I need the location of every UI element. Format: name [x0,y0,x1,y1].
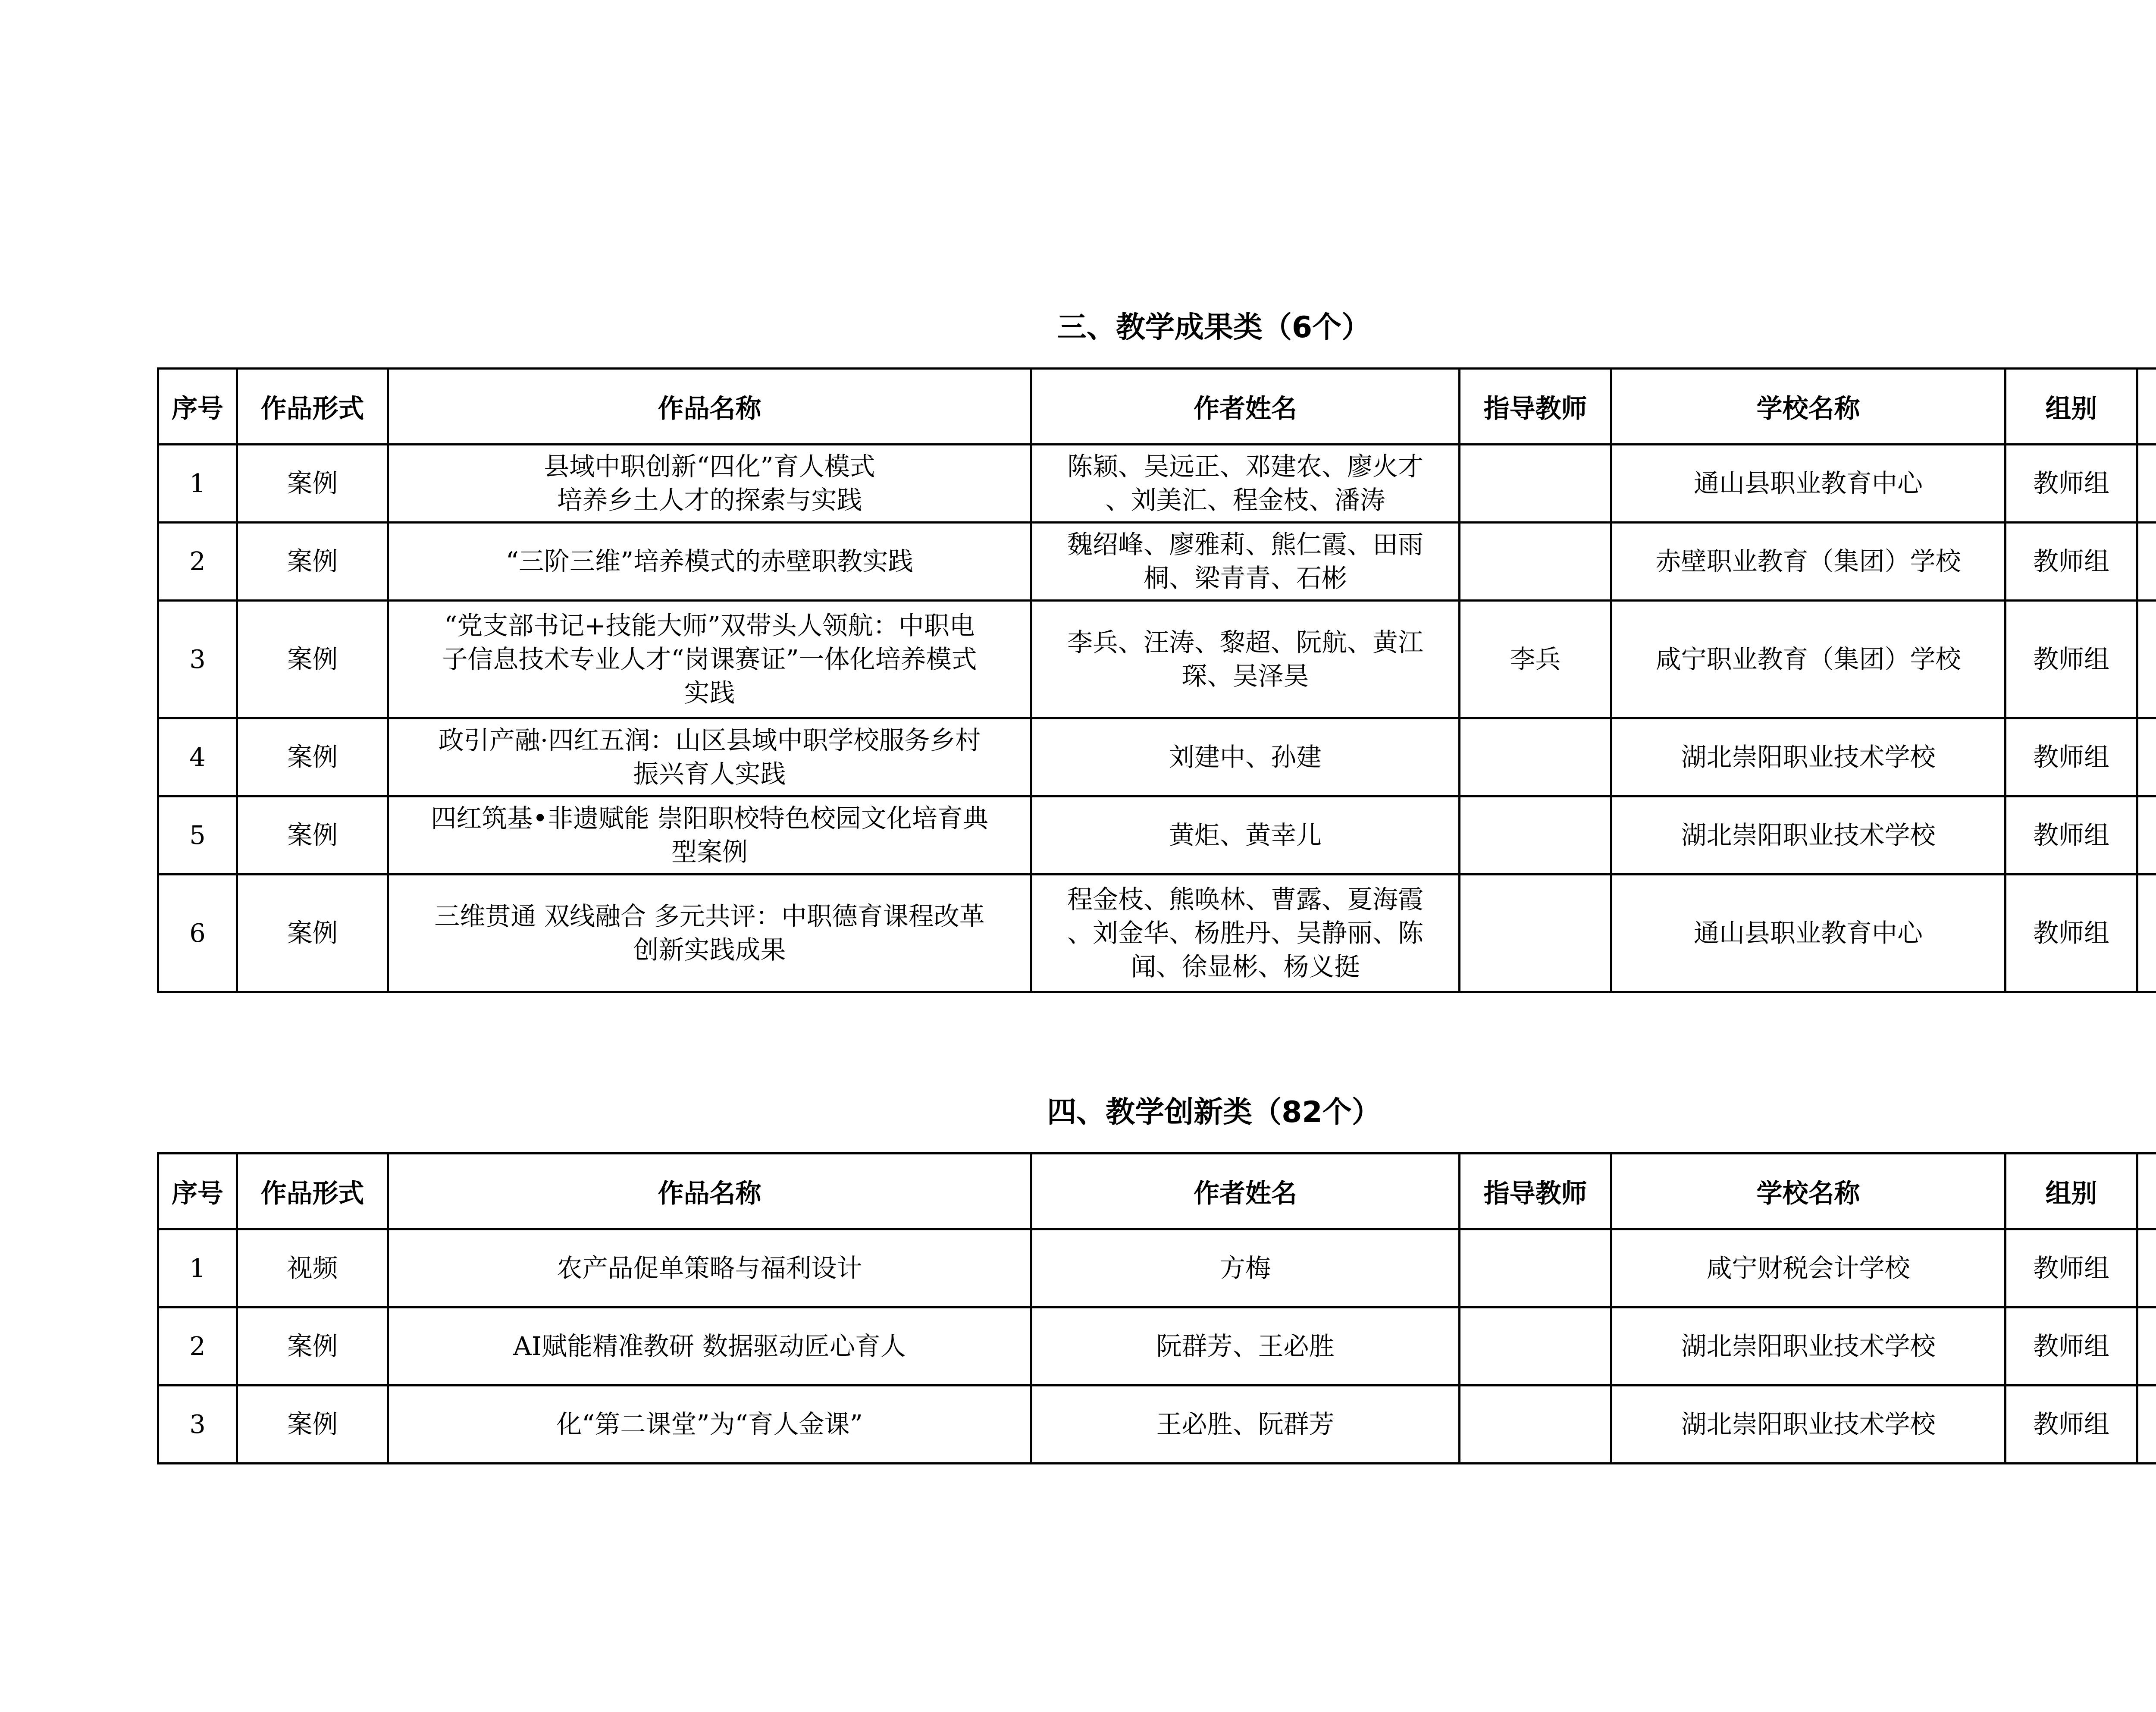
cell-advisor [1460,796,1611,875]
cell-group: 教师组 [2006,1229,2137,1308]
cell-school: 湖北崇阳职业技术学校 [1611,718,2006,796]
cell-index: 1 [158,445,237,523]
cell-index: 3 [158,1386,237,1464]
cell-award [2137,875,2156,992]
table-row [158,523,2156,601]
cell-title-line: 创新实践成果 [633,935,786,965]
cell-award [2137,523,2156,601]
cell-title-line: “三阶三维”培养模式的赤壁职教实践 [505,546,914,576]
cell-title [388,445,1031,523]
cell-title-line: 培养乡土人才的探索与实践 [557,485,862,515]
cell-group: 教师组 [2006,523,2137,601]
header-index: 序号 [158,369,237,445]
header-school: 学校名称 [1611,369,2006,445]
table-row [158,1229,2156,1308]
cell-index: 2 [158,523,237,601]
cell-index: 2 [158,1308,237,1386]
cell-authors [1031,445,1460,523]
cell-form: 案例 [237,601,388,718]
header-index: 序号 [158,1154,237,1229]
cell-advisor [1460,875,1611,992]
cell-title-line: 实践 [684,678,735,708]
header-title: 作品名称 [388,369,1031,445]
cell-advisor [1460,445,1611,523]
cell-form: 案例 [237,445,388,523]
cell-title-line: “党支部书记+技能大师”双带头人领航：中职电 [444,611,975,640]
cell-form: 案例 [237,523,388,601]
cell-authors-line: 、刘金华、杨胜丹、吴静丽、陈 [1067,918,1423,948]
cell-title-line: 政引产融·四红五润：山区县域中职学校服务乡村 [438,725,981,755]
cell-index: 1 [158,1229,237,1308]
cell-authors [1031,523,1460,601]
cell-authors-line: 李兵、汪涛、黎超、阮航、黄江 [1067,627,1423,657]
cell-award [2137,796,2156,875]
cell-title-line: 县域中职创新“四化”育人模式 [544,452,875,481]
cell-advisor [1460,1229,1611,1308]
awards-table [157,367,2156,993]
cell-authors-line: 琛、吴泽昊 [1181,661,1309,691]
cell-authors-line: 闻、徐显彬、杨义挺 [1131,952,1360,981]
cell-title [388,523,1031,601]
cell-authors-line: 阮群芳、王必胜 [1156,1331,1335,1361]
cell-authors [1031,796,1460,875]
cell-authors-line: 魏绍峰、廖雅莉、熊仁霞、田雨 [1067,530,1423,559]
cell-title-line: AI赋能精准教研 数据驱动匠心育人 [513,1331,906,1361]
cell-school: 湖北崇阳职业技术学校 [1611,1308,2006,1386]
cell-authors-line: 刘建中、孙建 [1169,742,1322,772]
cell-advisor [1460,523,1611,601]
table-row [158,1386,2156,1464]
header-school: 学校名称 [1611,1154,2006,1229]
cell-title-line: 农产品促单策略与福利设计 [557,1253,862,1283]
table-row [158,445,2156,523]
cell-title-line: 振兴育人实践 [633,759,786,789]
cell-title [388,796,1031,875]
cell-index: 4 [158,718,237,796]
cell-authors-line: 王必胜、阮群芳 [1156,1409,1335,1439]
table-row [158,796,2156,875]
cell-authors [1031,1386,1460,1464]
cell-group: 教师组 [2006,445,2137,523]
section-title: 四、教学创新类（82个） [1047,1095,1381,1129]
header-award [2137,369,2156,445]
cell-form: 案例 [237,1308,388,1386]
header-form: 作品形式 [237,369,388,445]
cell-group: 教师组 [2006,1308,2137,1386]
cell-title-line: 型案例 [671,837,748,867]
cell-group: 教师组 [2006,875,2137,992]
cell-advisor [1460,718,1611,796]
table-row [158,875,2156,992]
cell-authors [1031,601,1460,718]
cell-group: 教师组 [2006,718,2137,796]
cell-authors [1031,875,1460,992]
header-advisor: 指导教师 [1460,369,1611,445]
cell-group: 教师组 [2006,601,2137,718]
cell-form: 案例 [237,796,388,875]
cell-form: 案例 [237,1386,388,1464]
cell-award [2137,1229,2156,1308]
cell-authors-line: 、刘美汇、程金枝、潘涛 [1105,485,1385,515]
cell-authors-line: 陈颖、吴远正、邓建农、廖火才 [1067,452,1423,481]
table-body [158,1229,2156,1464]
header-title: 作品名称 [388,1154,1031,1229]
cell-title-line: 四红筑基•非遗赋能 崇阳职校特色校园文化培育典 [431,803,988,833]
table-header-row [158,369,2156,445]
cell-index: 5 [158,796,237,875]
cell-title-line: 子信息技术专业人才“岗课赛证”一体化培养模式 [442,644,977,674]
cell-award [2137,445,2156,523]
cell-award [2137,601,2156,718]
cell-authors [1031,1229,1460,1308]
cell-school: 赤壁职业教育（集团）学校 [1611,523,2006,601]
cell-school: 通山县职业教育中心 [1611,445,2006,523]
table-row [158,601,2156,718]
cell-authors [1031,1308,1460,1386]
cell-group: 教师组 [2006,1386,2137,1464]
header-group: 组别 [2006,369,2137,445]
cell-advisor [1460,1386,1611,1464]
table-header-row [158,1154,2156,1229]
cell-title-line: 化“第二课堂”为“育人金课” [556,1409,863,1439]
cell-form: 案例 [237,875,388,992]
header-advisor: 指导教师 [1460,1154,1611,1229]
cell-form: 视频 [237,1229,388,1308]
cell-title [388,601,1031,718]
table-body [158,445,2156,992]
cell-authors-line: 桐、梁青青、石彬 [1143,563,1347,593]
cell-index: 6 [158,875,237,992]
cell-advisor [1460,1308,1611,1386]
table-row [158,718,2156,796]
cell-index: 3 [158,601,237,718]
cell-title [388,718,1031,796]
cell-advisor: 李兵 [1460,601,1611,718]
cell-title [388,875,1031,992]
cell-title [388,1308,1031,1386]
cell-authors-line: 黄炬、黄幸儿 [1169,820,1322,850]
cell-title-line: 三维贯通 双线融合 多元共评：中职德育课程改革 [434,901,985,931]
header-group: 组别 [2006,1154,2137,1229]
table-row [158,1308,2156,1386]
cell-award [2137,718,2156,796]
cell-form: 案例 [237,718,388,796]
cell-award [2137,1308,2156,1386]
cell-authors-line: 程金枝、熊唤林、曹露、夏海霞 [1067,884,1423,914]
cell-title [388,1229,1031,1308]
cell-group: 教师组 [2006,796,2137,875]
cell-school: 咸宁职业教育（集团）学校 [1611,601,2006,718]
cell-school: 湖北崇阳职业技术学校 [1611,1386,2006,1464]
cell-school: 通山县职业教育中心 [1611,875,2006,992]
cell-school: 湖北崇阳职业技术学校 [1611,796,2006,875]
cell-authors-line: 方梅 [1219,1253,1271,1283]
header-form: 作品形式 [237,1154,388,1229]
header-award [2137,1154,2156,1229]
cell-school: 咸宁财税会计学校 [1611,1229,2006,1308]
header-authors: 作者姓名 [1031,369,1460,445]
awards-table [157,1152,2156,1464]
cell-authors [1031,718,1460,796]
cell-award [2137,1386,2156,1464]
section-title: 三、教学成果类（6个） [1057,310,1371,345]
header-authors: 作者姓名 [1031,1154,1460,1229]
cell-title [388,1386,1031,1464]
